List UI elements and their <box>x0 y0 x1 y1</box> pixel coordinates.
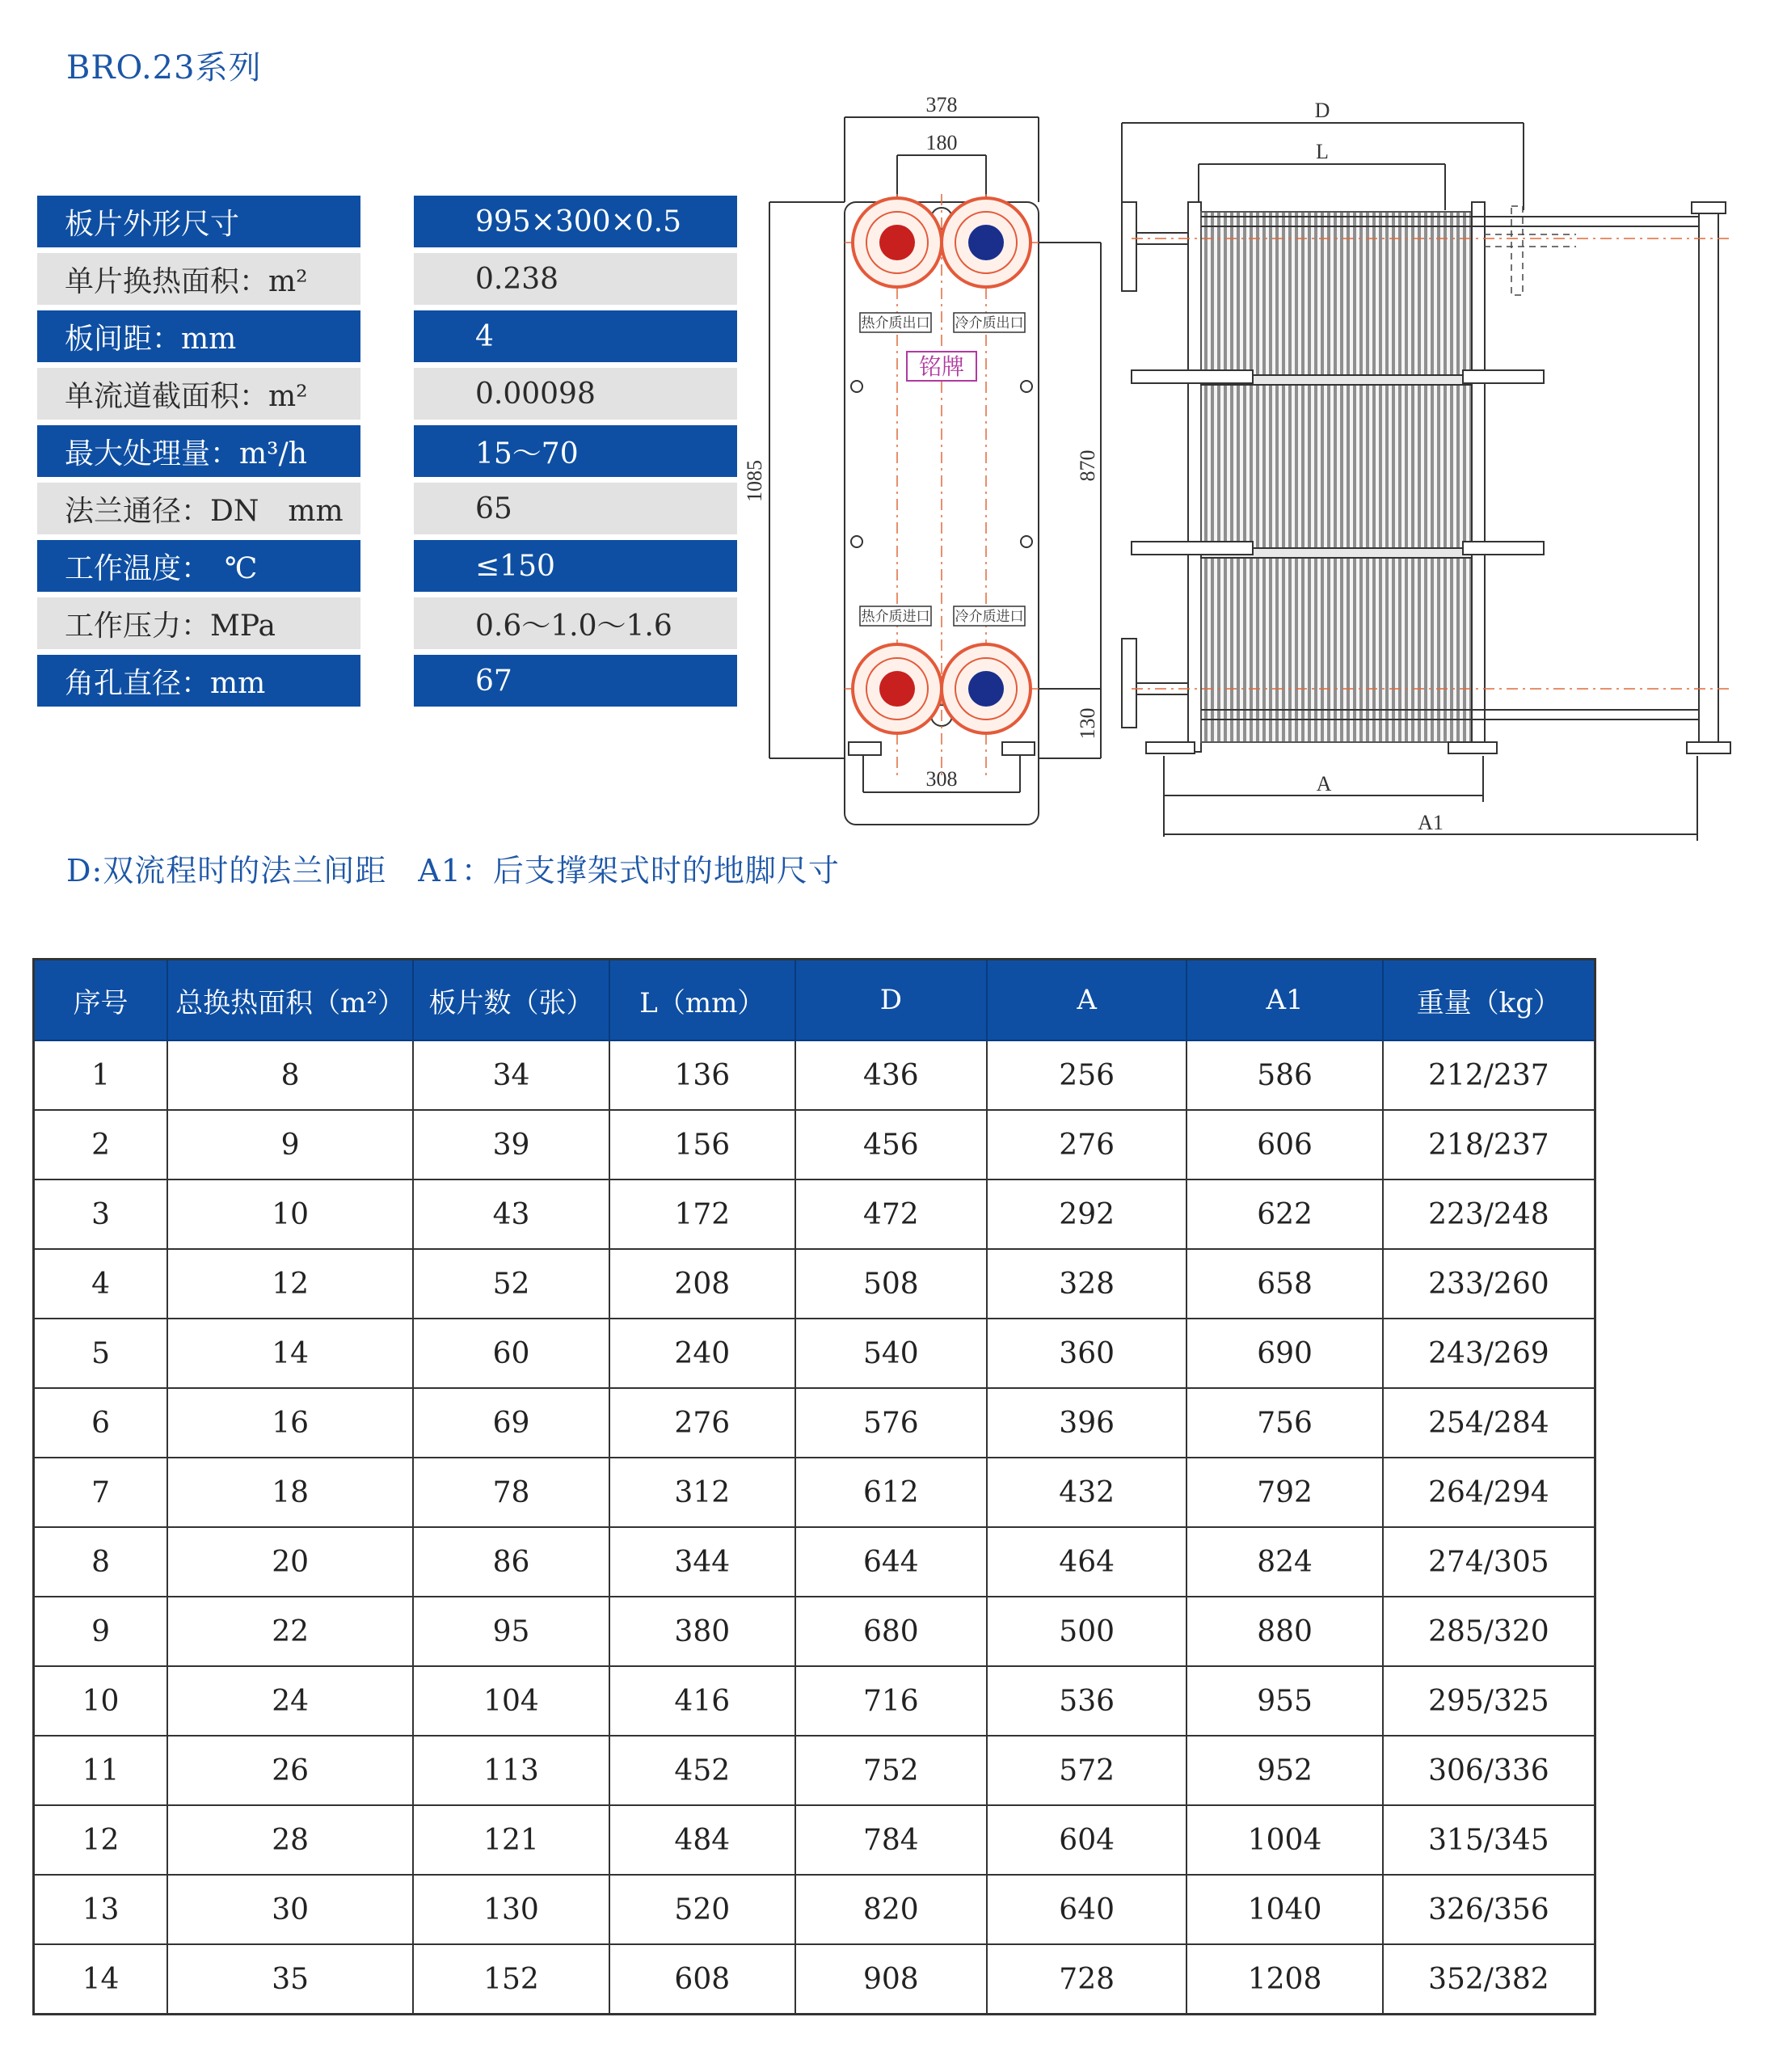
table-cell: 69 <box>413 1388 609 1458</box>
spec-label: 板间距：mm <box>37 310 360 362</box>
table-cell: 344 <box>609 1527 795 1597</box>
table-cell: 1004 <box>1186 1805 1382 1875</box>
table-cell: 264/294 <box>1383 1458 1595 1527</box>
table-cell: 452 <box>609 1736 795 1805</box>
header-D: D <box>795 960 987 1041</box>
table-cell: 576 <box>795 1388 987 1458</box>
table-cell: 152 <box>413 1944 609 2015</box>
spec-label: 角孔直径：mm <box>37 655 360 707</box>
table-cell: 30 <box>167 1875 413 1944</box>
table-cell: 233/260 <box>1383 1249 1595 1319</box>
spec-label: 单流道截面积：m² <box>37 368 360 420</box>
table-cell: 43 <box>413 1179 609 1249</box>
table-cell: 586 <box>1186 1040 1382 1110</box>
table-cell: 306/336 <box>1383 1736 1595 1805</box>
table-cell: 1 <box>34 1040 168 1110</box>
table-cell: 622 <box>1186 1179 1382 1249</box>
table-cell: 20 <box>167 1527 413 1597</box>
table-row <box>34 1875 1595 1944</box>
table-cell: 14 <box>167 1319 413 1388</box>
table-cell: 18 <box>167 1458 413 1527</box>
table-cell: 326/356 <box>1383 1875 1595 1944</box>
table-cell: 604 <box>987 1805 1186 1875</box>
dim-308: 308 <box>925 767 958 791</box>
dim-L: L <box>1316 140 1329 163</box>
table-cell: 276 <box>987 1110 1186 1179</box>
table-cell: 608 <box>609 1944 795 2015</box>
table-cell: 908 <box>795 1944 987 2015</box>
table-cell: 218/237 <box>1383 1110 1595 1179</box>
table-row <box>34 1110 1595 1179</box>
table-cell: 690 <box>1186 1319 1382 1388</box>
table-cell: 130 <box>413 1875 609 1944</box>
table-cell: 784 <box>795 1805 987 1875</box>
dim-1085: 1085 <box>743 460 766 502</box>
table-cell: 820 <box>795 1875 987 1944</box>
table-cell: 292 <box>987 1179 1186 1249</box>
table-cell: 8 <box>167 1040 413 1110</box>
table-header-row <box>34 960 1595 1041</box>
table-cell: 16 <box>167 1388 413 1458</box>
table-cell: 276 <box>609 1388 795 1458</box>
table-cell: 295/325 <box>1383 1666 1595 1736</box>
spec-value: ≤150 <box>414 540 737 592</box>
dim-378: 378 <box>925 93 958 116</box>
spec-value: 4 <box>414 310 737 362</box>
table-cell: 612 <box>795 1458 987 1527</box>
side-view <box>1122 123 1730 841</box>
label-cold-in: 冷介质进口 <box>955 609 1024 624</box>
spec-value: 0.6～1.0～1.6 <box>414 597 737 649</box>
table-cell: 3 <box>34 1179 168 1249</box>
table-cell: 315/345 <box>1383 1805 1595 1875</box>
spec-value: 0.238 <box>414 253 737 305</box>
table-cell: 5 <box>34 1319 168 1388</box>
table-cell: 396 <box>987 1388 1186 1458</box>
table-cell: 436 <box>795 1040 987 1110</box>
table-cell: 472 <box>795 1179 987 1249</box>
table-cell: 520 <box>609 1875 795 1944</box>
table-cell: 26 <box>167 1736 413 1805</box>
table-cell: 728 <box>987 1944 1186 2015</box>
table-cell: 536 <box>987 1666 1186 1736</box>
spec-value: 0.00098 <box>414 368 737 420</box>
table-cell: 136 <box>609 1040 795 1110</box>
table-cell: 716 <box>795 1666 987 1736</box>
spec-label: 法兰通径：DN mm <box>37 483 360 534</box>
table-cell: 11 <box>34 1736 168 1805</box>
table-cell: 432 <box>987 1458 1186 1527</box>
table-cell: 285/320 <box>1383 1597 1595 1666</box>
table-row <box>34 1249 1595 1319</box>
table-row <box>34 1040 1595 1110</box>
header-no: 序号 <box>34 960 168 1041</box>
table-cell: 86 <box>413 1527 609 1597</box>
table-cell: 104 <box>413 1666 609 1736</box>
table-cell: 10 <box>167 1179 413 1249</box>
table-cell: 880 <box>1186 1597 1382 1666</box>
table-row <box>34 1319 1595 1388</box>
table-row <box>34 1736 1595 1805</box>
table-cell: 113 <box>413 1736 609 1805</box>
table-row <box>34 1458 1595 1527</box>
spec-label: 最大处理量：m³/h <box>37 425 360 477</box>
spec-label: 单片换热面积：m² <box>37 253 360 305</box>
dim-A: A <box>1316 772 1332 795</box>
table-cell: 8 <box>34 1527 168 1597</box>
spec-label: 板片外形尺寸 <box>37 196 360 247</box>
table-cell: 9 <box>167 1110 413 1179</box>
table-cell: 34 <box>413 1040 609 1110</box>
table-cell: 572 <box>987 1736 1186 1805</box>
header-weight: 重量（kg） <box>1383 960 1595 1041</box>
table-cell: 24 <box>167 1666 413 1736</box>
table-cell: 240 <box>609 1319 795 1388</box>
table-cell: 1208 <box>1186 1944 1382 2015</box>
table-cell: 254/284 <box>1383 1388 1595 1458</box>
spec-value: 15～70 <box>414 425 737 477</box>
table-cell: 540 <box>795 1319 987 1388</box>
table-cell: 208 <box>609 1249 795 1319</box>
dim-870: 870 <box>1076 449 1099 482</box>
table-cell: 7 <box>34 1458 168 1527</box>
header-A1: A1 <box>1186 960 1382 1041</box>
table-cell: 484 <box>609 1805 795 1875</box>
table-cell: 121 <box>413 1805 609 1875</box>
table-cell: 312 <box>609 1458 795 1527</box>
table-cell: 39 <box>413 1110 609 1179</box>
table-cell: 955 <box>1186 1666 1382 1736</box>
table-cell: 640 <box>987 1875 1186 1944</box>
table-cell: 456 <box>795 1110 987 1179</box>
spec-value: 995×300×0.5 <box>414 196 737 247</box>
table-cell: 2 <box>34 1110 168 1179</box>
table-cell: 792 <box>1186 1458 1382 1527</box>
table-cell: 644 <box>795 1527 987 1597</box>
table-cell: 380 <box>609 1597 795 1666</box>
table-row <box>34 1527 1595 1597</box>
table-cell: 52 <box>413 1249 609 1319</box>
table-cell: 508 <box>795 1249 987 1319</box>
table-cell: 658 <box>1186 1249 1382 1319</box>
table-row <box>34 1666 1595 1736</box>
dim-A1: A1 <box>1418 811 1444 834</box>
table-cell: 952 <box>1186 1736 1382 1805</box>
table-cell: 6 <box>34 1388 168 1458</box>
table-cell: 95 <box>413 1597 609 1666</box>
table-cell: 28 <box>167 1805 413 1875</box>
table-cell: 752 <box>795 1736 987 1805</box>
table-cell: 22 <box>167 1597 413 1666</box>
table-row <box>34 1805 1595 1875</box>
table-cell: 12 <box>167 1249 413 1319</box>
table-cell: 824 <box>1186 1527 1382 1597</box>
port-top-right <box>942 198 1031 287</box>
spec-label: 工作压力：MPa <box>37 597 360 649</box>
table-row <box>34 1179 1595 1249</box>
dim-180: 180 <box>925 131 958 154</box>
table-cell: 256 <box>987 1040 1186 1110</box>
table-cell: 352/382 <box>1383 1944 1595 2015</box>
nameplate-label: 铭牌 <box>918 355 965 380</box>
table-cell: 243/269 <box>1383 1319 1595 1388</box>
dim-D: D <box>1314 99 1330 122</box>
table-cell: 223/248 <box>1383 1179 1595 1249</box>
table-cell: 78 <box>413 1458 609 1527</box>
technical-drawing <box>743 81 1746 849</box>
port-bottom-right <box>942 644 1031 733</box>
table-cell: 416 <box>609 1666 795 1736</box>
label-hot-in: 热介质进口 <box>861 609 930 624</box>
header-L: L（mm） <box>609 960 795 1041</box>
table-cell: 12 <box>34 1805 168 1875</box>
header-area: 总换热面积（m²） <box>167 960 413 1041</box>
table-cell: 680 <box>795 1597 987 1666</box>
table-cell: 500 <box>987 1597 1186 1666</box>
drawing-note: D:双流程时的法兰间距 A1：后支撑架式时的地脚尺寸 <box>66 853 840 888</box>
table-cell: 172 <box>609 1179 795 1249</box>
label-hot-out: 热介质出口 <box>861 315 930 331</box>
port-bottom-left <box>853 644 942 733</box>
table-cell: 360 <box>987 1319 1186 1388</box>
header-plates: 板片数（张） <box>413 960 609 1041</box>
table-cell: 274/305 <box>1383 1527 1595 1597</box>
header-A: A <box>987 960 1186 1041</box>
table-cell: 1040 <box>1186 1875 1382 1944</box>
spec-value: 67 <box>414 655 737 707</box>
model-table <box>32 958 1596 2015</box>
page-title: BRO.23系列 <box>66 49 262 87</box>
table-cell: 606 <box>1186 1110 1382 1179</box>
table-cell: 13 <box>34 1875 168 1944</box>
port-top-left <box>853 198 942 287</box>
table-cell: 328 <box>987 1249 1186 1319</box>
spec-label: 工作温度： ℃ <box>37 540 360 592</box>
table-cell: 10 <box>34 1666 168 1736</box>
dim-130: 130 <box>1076 707 1099 740</box>
table-cell: 14 <box>34 1944 168 2015</box>
table-cell: 4 <box>34 1249 168 1319</box>
table-cell: 9 <box>34 1597 168 1666</box>
table-cell: 212/237 <box>1383 1040 1595 1110</box>
label-cold-out: 冷介质出口 <box>955 315 1024 331</box>
table-cell: 464 <box>987 1527 1186 1597</box>
spec-value: 65 <box>414 483 737 534</box>
table-cell: 60 <box>413 1319 609 1388</box>
table-row <box>34 1944 1595 2015</box>
table-row <box>34 1388 1595 1458</box>
table-row <box>34 1597 1595 1666</box>
table-cell: 35 <box>167 1944 413 2015</box>
table-cell: 756 <box>1186 1388 1382 1458</box>
table-cell: 156 <box>609 1110 795 1179</box>
